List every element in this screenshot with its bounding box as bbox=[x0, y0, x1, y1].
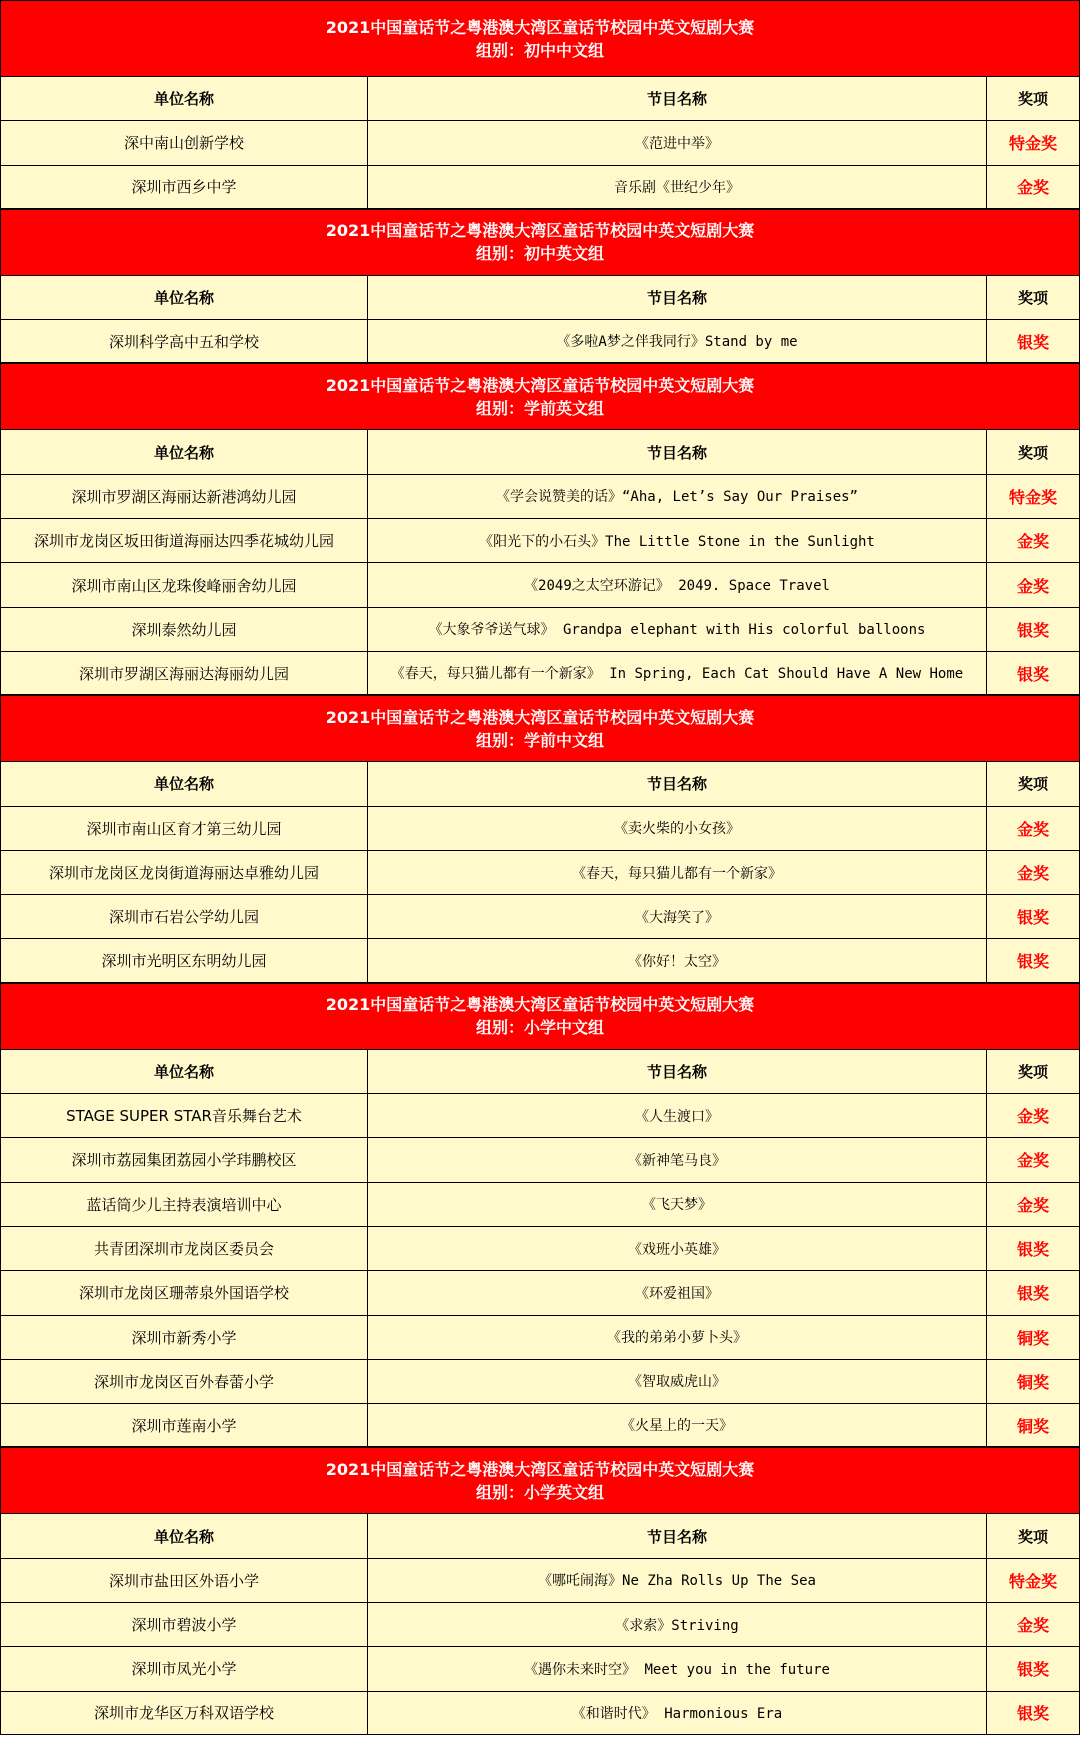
column-header-program: 节目名称 bbox=[368, 77, 987, 120]
unit-name-cell: 深圳市盐田区外语小学 bbox=[1, 1559, 368, 1602]
program-name-cell: 《求索》Striving bbox=[368, 1603, 987, 1646]
unit-name-cell: STAGE SUPER STAR音乐舞台艺术 bbox=[1, 1094, 368, 1137]
award-cell: 铜奖 bbox=[1016, 1416, 1049, 1436]
program-name-cell: 《我的弟弟小萝卜头》 bbox=[368, 1316, 987, 1359]
unit-name-cell: 深圳市莲南小学 bbox=[1, 1404, 368, 1446]
table-row bbox=[0, 1182, 1080, 1226]
table-header-row bbox=[0, 429, 1080, 473]
program-name-cell: 《2049之太空环游记》 2049. Space Travel bbox=[368, 563, 987, 606]
column-header-program: 节目名称 bbox=[368, 762, 987, 805]
section-group: 组别：初中中文组 bbox=[475, 40, 604, 60]
table-row bbox=[0, 894, 1080, 938]
table-row bbox=[0, 607, 1080, 651]
unit-name-cell: 深圳市新秀小学 bbox=[1, 1316, 368, 1359]
section-title: 2021中国童话节之粤港澳大湾区童话节校园中英文短剧大赛 bbox=[325, 1459, 755, 1479]
column-header-program: 节目名称 bbox=[368, 1514, 987, 1557]
section-header bbox=[0, 983, 1080, 1049]
award-cell: 金奖 bbox=[1016, 576, 1049, 596]
table-header-row bbox=[0, 275, 1080, 319]
program-name-cell: 《和谐时代》 Harmonious Era bbox=[368, 1692, 987, 1734]
award-cell: 银奖 bbox=[1016, 1284, 1049, 1304]
unit-name-cell: 蓝话筒少儿主持表演培训中心 bbox=[1, 1183, 368, 1226]
unit-name-cell: 深圳市龙岗区珊蒂泉外国语学校 bbox=[1, 1271, 368, 1314]
unit-name-cell: 深圳市南山区龙珠俊峰丽舍幼儿园 bbox=[1, 563, 368, 606]
section-header bbox=[0, 0, 1080, 76]
program-name-cell: 《学会说赞美的话》“Aha, Let’s Say Our Praises” bbox=[368, 475, 987, 518]
program-name-cell: 《大海笑了》 bbox=[368, 895, 987, 938]
section-group: 组别：小学英文组 bbox=[475, 1482, 604, 1502]
award-cell: 金奖 bbox=[1016, 178, 1049, 198]
unit-name-cell: 深圳市荔园集团荔园小学玮鹏校区 bbox=[1, 1138, 368, 1181]
section-group: 组别：学前英文组 bbox=[475, 398, 604, 418]
unit-name-cell: 深圳泰然幼儿园 bbox=[1, 608, 368, 651]
award-cell: 金奖 bbox=[1016, 532, 1049, 552]
program-name-cell: 《春天，每只猫儿都有一个新家》 bbox=[368, 851, 987, 894]
program-name-cell: 《火星上的一天》 bbox=[368, 1404, 987, 1446]
unit-name-cell: 深圳市罗湖区海丽达海丽幼儿园 bbox=[1, 652, 368, 694]
award-cell: 银奖 bbox=[1016, 620, 1049, 640]
column-header-unit: 单位名称 bbox=[1, 762, 368, 805]
table-row bbox=[0, 1558, 1080, 1602]
award-cell: 银奖 bbox=[1016, 1660, 1049, 1680]
unit-name-cell: 深圳科学高中五和学校 bbox=[1, 320, 368, 362]
award-table bbox=[0, 1049, 1080, 1448]
table-header-row bbox=[0, 1513, 1080, 1557]
table-header-row bbox=[0, 76, 1080, 120]
section-header bbox=[0, 209, 1080, 275]
unit-name-cell: 深圳市光明区东明幼儿园 bbox=[1, 939, 368, 981]
table-row bbox=[0, 1093, 1080, 1137]
award-section bbox=[0, 363, 1080, 695]
column-header-award: 奖项 bbox=[1017, 90, 1048, 109]
column-header-award: 奖项 bbox=[1017, 1527, 1048, 1546]
unit-name-cell: 深中南山创新学校 bbox=[1, 121, 368, 164]
unit-name-cell: 深圳市罗湖区海丽达新港鸿幼儿园 bbox=[1, 475, 368, 518]
column-header-award: 奖项 bbox=[1017, 775, 1048, 794]
award-cell: 特金奖 bbox=[1008, 487, 1057, 507]
award-cell: 铜奖 bbox=[1016, 1372, 1049, 1392]
award-cell: 银奖 bbox=[1016, 952, 1049, 972]
unit-name-cell: 深圳市龙岗区百外春蕾小学 bbox=[1, 1360, 368, 1403]
table-row bbox=[0, 651, 1080, 695]
table-row bbox=[0, 165, 1080, 209]
award-section bbox=[0, 695, 1080, 982]
section-title: 2021中国童话节之粤港澳大湾区童话节校园中英文短剧大赛 bbox=[325, 17, 755, 37]
table-row bbox=[0, 1315, 1080, 1359]
table-row bbox=[0, 319, 1080, 363]
unit-name-cell: 深圳市龙华区万科双语学校 bbox=[1, 1692, 368, 1734]
award-table bbox=[0, 429, 1080, 695]
unit-name-cell: 深圳市凤光小学 bbox=[1, 1647, 368, 1690]
column-header-award: 奖项 bbox=[1017, 443, 1048, 462]
unit-name-cell: 共青团深圳市龙岗区委员会 bbox=[1, 1227, 368, 1270]
award-table bbox=[0, 275, 1080, 364]
program-name-cell: 音乐剧《世纪少年》 bbox=[368, 166, 987, 208]
table-row bbox=[0, 474, 1080, 518]
section-title: 2021中国童话节之粤港澳大湾区童话节校园中英文短剧大赛 bbox=[325, 995, 755, 1015]
table-header-row bbox=[0, 1049, 1080, 1093]
award-table bbox=[0, 761, 1080, 982]
award-cell: 金奖 bbox=[1016, 1195, 1049, 1215]
award-table bbox=[0, 1513, 1080, 1734]
table-row bbox=[0, 938, 1080, 982]
award-cell: 银奖 bbox=[1016, 664, 1049, 684]
award-cell: 银奖 bbox=[1016, 908, 1049, 928]
program-name-cell: 《新神笔马良》 bbox=[368, 1138, 987, 1181]
table-row bbox=[0, 1646, 1080, 1690]
unit-name-cell: 深圳市碧波小学 bbox=[1, 1603, 368, 1646]
award-cell: 银奖 bbox=[1016, 1704, 1049, 1724]
award-cell: 金奖 bbox=[1016, 1107, 1049, 1127]
section-title: 2021中国童话节之粤港澳大湾区童话节校园中英文短剧大赛 bbox=[325, 707, 755, 727]
section-group: 组别：学前中文组 bbox=[475, 730, 604, 750]
table-row bbox=[0, 1226, 1080, 1270]
column-header-award: 奖项 bbox=[1017, 289, 1048, 308]
unit-name-cell: 深圳市龙岗区坂田街道海丽达四季花城幼儿园 bbox=[1, 519, 368, 562]
column-header-award: 奖项 bbox=[1017, 1062, 1048, 1081]
section-title: 2021中国童话节之粤港澳大湾区童话节校园中英文短剧大赛 bbox=[325, 221, 755, 241]
award-section bbox=[0, 983, 1080, 1448]
table-row bbox=[0, 1691, 1080, 1735]
program-name-cell: 《阳光下的小石头》The Little Stone in the Sunlight bbox=[368, 519, 987, 562]
section-header bbox=[0, 695, 1080, 761]
table-row bbox=[0, 120, 1080, 164]
section-group: 组别：初中英文组 bbox=[475, 244, 604, 264]
unit-name-cell: 深圳市南山区育才第三幼儿园 bbox=[1, 807, 368, 850]
section-title: 2021中国童话节之粤港澳大湾区童话节校园中英文短剧大赛 bbox=[325, 375, 755, 395]
program-name-cell: 《哪吒闹海》Ne Zha Rolls Up The Sea bbox=[368, 1559, 987, 1602]
table-row bbox=[0, 1403, 1080, 1447]
award-cell: 金奖 bbox=[1016, 1151, 1049, 1171]
table-header-row bbox=[0, 761, 1080, 805]
program-name-cell: 《飞天梦》 bbox=[368, 1183, 987, 1226]
table-row bbox=[0, 850, 1080, 894]
column-header-program: 节目名称 bbox=[368, 430, 987, 473]
award-cell: 特金奖 bbox=[1008, 1571, 1057, 1591]
section-group: 组别：小学中文组 bbox=[475, 1018, 604, 1038]
table-row bbox=[0, 1137, 1080, 1181]
unit-name-cell: 深圳市龙岗区龙岗街道海丽达卓雅幼儿园 bbox=[1, 851, 368, 894]
table-row bbox=[0, 806, 1080, 850]
table-row bbox=[0, 518, 1080, 562]
table-row bbox=[0, 1359, 1080, 1403]
section-header bbox=[0, 1447, 1080, 1513]
program-name-cell: 《你好！太空》 bbox=[368, 939, 987, 981]
award-section bbox=[0, 0, 1080, 209]
award-cell: 特金奖 bbox=[1008, 134, 1057, 154]
program-name-cell: 《戏班小英雄》 bbox=[368, 1227, 987, 1270]
program-name-cell: 《卖火柴的小女孩》 bbox=[368, 807, 987, 850]
column-header-unit: 单位名称 bbox=[1, 1514, 368, 1557]
award-cell: 银奖 bbox=[1016, 1240, 1049, 1260]
program-name-cell: 《智取威虎山》 bbox=[368, 1360, 987, 1403]
table-row bbox=[0, 1270, 1080, 1314]
program-name-cell: 《环爱祖国》 bbox=[368, 1271, 987, 1314]
table-row bbox=[0, 562, 1080, 606]
unit-name-cell: 深圳市西乡中学 bbox=[1, 166, 368, 208]
program-name-cell: 《遇你未来时空》 Meet you in the future bbox=[368, 1647, 987, 1690]
award-section bbox=[0, 209, 1080, 364]
program-name-cell: 《人生渡口》 bbox=[368, 1094, 987, 1137]
program-name-cell: 《范进中举》 bbox=[368, 121, 987, 164]
column-header-unit: 单位名称 bbox=[1, 1050, 368, 1093]
section-header bbox=[0, 363, 1080, 429]
program-name-cell: 《大象爷爷送气球》 Grandpa elephant with His colorful balloons bbox=[368, 608, 987, 651]
column-header-program: 节目名称 bbox=[368, 1050, 987, 1093]
award-cell: 银奖 bbox=[1016, 332, 1049, 352]
award-cell: 金奖 bbox=[1016, 864, 1049, 883]
award-cell: 金奖 bbox=[1016, 1616, 1049, 1636]
program-name-cell: 《多啦A梦之伴我同行》Stand by me bbox=[368, 320, 987, 362]
table-row bbox=[0, 1602, 1080, 1646]
column-header-unit: 单位名称 bbox=[1, 77, 368, 120]
award-cell: 铜奖 bbox=[1016, 1328, 1049, 1348]
award-cell: 金奖 bbox=[1016, 819, 1049, 839]
award-section bbox=[0, 1447, 1080, 1734]
column-header-unit: 单位名称 bbox=[1, 276, 368, 319]
unit-name-cell: 深圳市石岩公学幼儿园 bbox=[1, 895, 368, 938]
program-name-cell: 《春天，每只猫儿都有一个新家》 In Spring, Each Cat Should Have A New Home bbox=[368, 652, 987, 694]
award-table bbox=[0, 76, 1080, 209]
column-header-unit: 单位名称 bbox=[1, 430, 368, 473]
column-header-program: 节目名称 bbox=[368, 276, 987, 319]
